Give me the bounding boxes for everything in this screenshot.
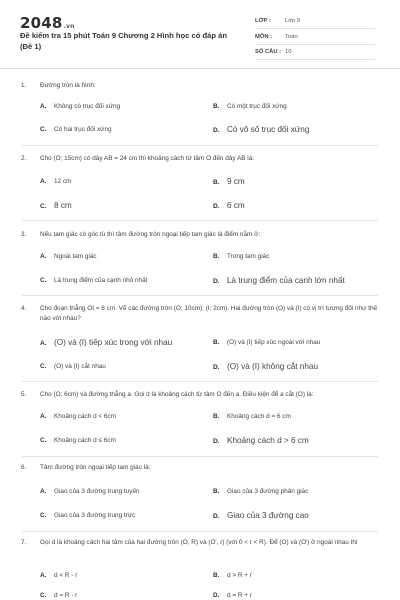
option-c[interactable]	[40, 437, 116, 444]
option-letter: D.	[213, 203, 220, 210]
info-value: Lớp 9	[285, 18, 301, 24]
option-letter: A.	[40, 413, 47, 420]
page-header	[0, 0, 400, 68]
option-b[interactable]	[213, 488, 308, 495]
option-letter: D.	[213, 127, 220, 134]
option-text: (O) và (I) tiếp xúc trong với nhau	[54, 338, 173, 347]
option-text: d = R + r	[227, 592, 252, 599]
option-a[interactable]	[40, 178, 71, 185]
question-number: 1.	[21, 82, 27, 89]
question-divider	[22, 456, 378, 457]
info-row-class	[255, 15, 375, 29]
option-letter: B.	[213, 253, 220, 260]
question-text: Tâm đường tròn ngoại tiếp tam giác là:	[40, 464, 151, 471]
option-b[interactable]	[213, 103, 287, 110]
option-text: Là trung điểm của cạnh nhỏ nhất	[54, 277, 148, 284]
option-letter: C.	[40, 277, 47, 284]
option-a[interactable]	[40, 413, 116, 420]
option-d[interactable]	[213, 362, 318, 371]
option-letter: C.	[40, 592, 47, 599]
option-text: 9 cm	[227, 177, 245, 186]
option-b[interactable]	[213, 572, 252, 579]
question-divider	[22, 381, 378, 382]
question-text: Cho đoạn thẳng OI = 8 cm. Vẽ các đường tròn (O; 10cm); (I; 2cm). Hai đường tròn (O) và (I) có vị trí tương đối như thế nào với nhau?	[40, 305, 378, 322]
option-letter: D.	[213, 592, 220, 599]
option-text: Giao của 3 đường cao	[227, 511, 309, 520]
option-d[interactable]	[213, 436, 309, 445]
question-stem	[0, 538, 400, 548]
option-letter: B.	[213, 572, 220, 579]
option-text: Giao của 3 đường phân giác	[227, 488, 309, 495]
option-text: d > R + r	[227, 572, 252, 579]
option-text: 8 cm	[54, 201, 72, 210]
info-row-subject	[255, 31, 375, 45]
option-text: d < R - r	[54, 572, 78, 579]
question-stem	[0, 390, 400, 400]
option-text: Trong tam giác	[227, 253, 270, 260]
option-b[interactable]	[213, 413, 291, 420]
question-divider	[22, 295, 378, 296]
option-b[interactable]	[213, 177, 245, 186]
option-letter: C.	[40, 203, 47, 210]
option-text: Khoảng cách d ≤ 6cm	[54, 437, 116, 444]
option-letter: B.	[213, 339, 220, 346]
option-d[interactable]	[213, 592, 252, 599]
quiz-info	[255, 15, 375, 60]
option-text: Có vô số trục đối xứng	[227, 125, 310, 134]
option-text: Là trung điểm của cạnh lớn nhất	[227, 276, 345, 285]
question-number: 5.	[21, 391, 27, 398]
option-letter: A.	[40, 103, 47, 110]
option-a[interactable]	[40, 572, 77, 579]
option-text: 6 cm	[227, 201, 245, 210]
question-stem	[0, 154, 400, 164]
page-title: Đề kiểm tra 15 phút Toán 9 Chương 2 Hình học có đáp án (Đề 1)	[20, 31, 227, 51]
option-text: (O) và (I) cắt nhau	[54, 363, 106, 370]
question-divider	[22, 145, 378, 146]
option-c[interactable]	[40, 277, 147, 284]
question-divider	[22, 531, 378, 532]
option-a[interactable]	[40, 103, 120, 110]
question-number: 3.	[21, 231, 27, 238]
logo-suffix: .vn	[63, 23, 75, 30]
option-c[interactable]	[40, 126, 112, 133]
option-letter: B.	[213, 179, 220, 186]
option-d[interactable]	[213, 201, 245, 210]
option-c[interactable]	[40, 363, 106, 370]
question-divider	[22, 220, 378, 221]
option-text: Khoảng cách d < 6cm	[54, 413, 116, 420]
option-letter: D.	[213, 364, 220, 371]
option-text: 12 cm	[54, 178, 72, 185]
question-stem	[0, 230, 400, 240]
option-text: d = R - r	[54, 592, 78, 599]
option-text: Ngoài tam giác	[54, 253, 97, 260]
option-letter: A.	[40, 178, 47, 185]
option-text: Khoảng cách d = 6 cm	[227, 413, 291, 420]
option-text: Giao của 3 đường trung tuyến	[54, 488, 140, 495]
option-letter: D.	[213, 513, 220, 520]
option-letter: A.	[40, 253, 47, 260]
option-c[interactable]	[40, 512, 135, 519]
option-text: Giao của 3 đường trung trực	[54, 512, 136, 519]
question-text: Gọi d là khoảng cách hai tâm của hai đường tròn (O, R) và (O', r) (với 0 < r < R). Để (O) và (O') ở ngoài nhau thì	[40, 539, 358, 546]
option-letter: A.	[40, 572, 47, 579]
option-letter: B.	[213, 488, 220, 495]
info-value: Toán	[285, 33, 298, 40]
question-number: 6.	[21, 464, 27, 471]
info-value: 10	[285, 49, 292, 55]
info-label: SỐ CÂU :	[255, 49, 282, 55]
question-stem	[0, 304, 400, 324]
option-a[interactable]	[40, 488, 140, 495]
option-text: (O) và (I) không cắt nhau	[227, 362, 319, 371]
question-number: 7.	[21, 539, 27, 546]
option-letter: C.	[40, 512, 47, 519]
info-label: MÔN :	[255, 33, 273, 40]
question-stem	[0, 463, 400, 473]
option-b[interactable]	[213, 253, 269, 260]
option-b[interactable]	[213, 339, 320, 346]
option-c[interactable]	[40, 592, 77, 599]
question-text: Đường tròn là hình:	[40, 82, 96, 89]
option-text: (O) và (I) tiếp xúc ngoài với nhau	[227, 339, 321, 346]
option-letter: B.	[213, 103, 220, 110]
question-stem	[0, 81, 400, 91]
question-text: Nếu tam giác có góc tù thì tâm đường tròn ngoại tiếp tam giác là điểm nằm ở:	[40, 231, 261, 238]
question-number: 4.	[21, 305, 27, 312]
option-text: Không có trục đối xứng	[54, 103, 121, 110]
header-divider	[0, 68, 400, 69]
info-label: LỚP :	[255, 18, 271, 24]
option-letter: D.	[213, 438, 220, 445]
option-letter: B.	[213, 413, 220, 420]
question-text: Cho (O; 15cm) có dây AB = 24 cm thì khoảng cách từ tâm O đến dây AB là:	[40, 155, 255, 162]
option-c[interactable]	[40, 201, 72, 210]
option-text: Có một trục đối xứng	[227, 103, 287, 110]
option-letter: C.	[40, 437, 47, 444]
option-letter: A.	[40, 488, 47, 495]
option-text: Khoảng cách d > 6 cm	[227, 436, 309, 445]
option-letter: C.	[40, 126, 47, 133]
option-letter: D.	[213, 278, 220, 285]
logo-text: 2048	[20, 14, 63, 32]
question-number: 2.	[21, 155, 27, 162]
info-row-count	[255, 46, 375, 60]
option-a[interactable]	[40, 253, 97, 260]
option-letter: C.	[40, 363, 47, 370]
option-d[interactable]	[213, 511, 309, 520]
option-a[interactable]	[40, 338, 172, 347]
option-d[interactable]	[213, 125, 309, 134]
question-text: Cho (O; 6cm) và đường thẳng a. Gọi d là khoảng cách từ tâm O đến a. Điều kiện để a cắt (O) là:	[40, 391, 314, 398]
option-d[interactable]	[213, 276, 345, 285]
option-text: Có hai trục đối xứng	[54, 126, 112, 133]
option-letter: A.	[40, 340, 47, 347]
